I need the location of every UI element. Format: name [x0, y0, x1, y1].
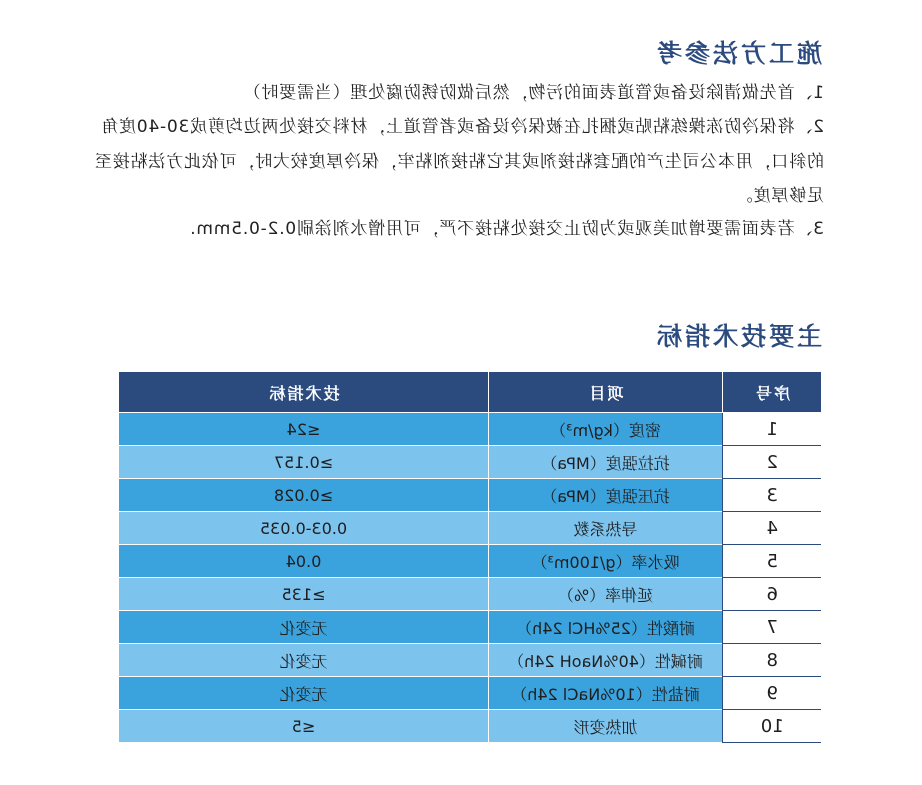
row-value: 0.04: [119, 545, 489, 578]
row-number: 4: [723, 512, 822, 545]
method-paragraph-3: 3、若表面需要增加美观或为防止交接处粘接不严，可用憎水剂涂刷0.2-0.5mm.: [189, 219, 824, 239]
row-number: 3: [723, 479, 822, 512]
method-paragraph-2: 2、将保冷防冻操练粘贴或捆扎在被保冷设备或者管道上，材料交接处两边均剪成30-40度角的斜口，用本公司生产的配套粘接剂或其它粘接剂粘牢，保冷厚度较大时，可依此方法粘接至足够厚度。: [94, 117, 824, 206]
row-number: 6: [723, 578, 822, 611]
row-value: 无变化: [119, 611, 489, 644]
row-item: 密度（kg/m³）: [489, 413, 723, 446]
row-value: ≥0.028: [119, 479, 489, 512]
header-spec: 技术指标: [119, 372, 489, 413]
table-row: [119, 512, 822, 545]
row-item: 抗拉强度（MPa）: [489, 446, 723, 479]
technical-specs-table: [118, 371, 822, 743]
table-row: [119, 578, 822, 611]
row-value: ≤5: [119, 710, 489, 743]
table-row: [119, 611, 822, 644]
row-number: 7: [723, 611, 822, 644]
row-value: 无变化: [119, 677, 489, 710]
row-number: 8: [723, 644, 822, 677]
row-item: 吸水率（g/100m³）: [489, 545, 723, 578]
row-value: ≤24: [119, 413, 489, 446]
row-item: 导热系数: [489, 512, 723, 545]
row-item: 加热变形: [489, 710, 723, 743]
technical-specs-title: 主要技术指标: [653, 322, 822, 351]
table-row: [119, 545, 822, 578]
row-number: 10: [723, 710, 822, 743]
row-number: 2: [723, 446, 822, 479]
row-item: 抗压强度（MPa）: [489, 479, 723, 512]
row-number: 5: [723, 545, 822, 578]
row-value: 无变化: [119, 644, 489, 677]
row-number: 9: [723, 677, 822, 710]
row-item: 延伸率（%）: [489, 578, 723, 611]
header-number: 序号: [723, 372, 822, 413]
row-number: 1: [723, 413, 822, 446]
table-row: [119, 446, 822, 479]
table-header-row: [119, 372, 822, 413]
row-value: 0.03-0.035: [119, 512, 489, 545]
construction-method-title: 施工方法参考: [653, 39, 822, 68]
row-item: 耐碱性（40%NaoH 24h）: [489, 644, 723, 677]
method-paragraph-1: 1、首先做清除设备或管道表面的污物，然后做防锈防腐处理（当需要时）: [242, 83, 824, 103]
table-row: [119, 479, 822, 512]
table-row: [119, 644, 822, 677]
row-value: ≥135: [119, 578, 489, 611]
row-item: 耐盐性（10%NaCl 24h）: [489, 677, 723, 710]
table-row: [119, 710, 822, 743]
header-item: 项目: [489, 372, 723, 413]
row-item: 耐酸性（25%HCl 24h）: [489, 611, 723, 644]
table-row: [119, 677, 822, 710]
row-value: ≥0.157: [119, 446, 489, 479]
table-row: [119, 413, 822, 446]
